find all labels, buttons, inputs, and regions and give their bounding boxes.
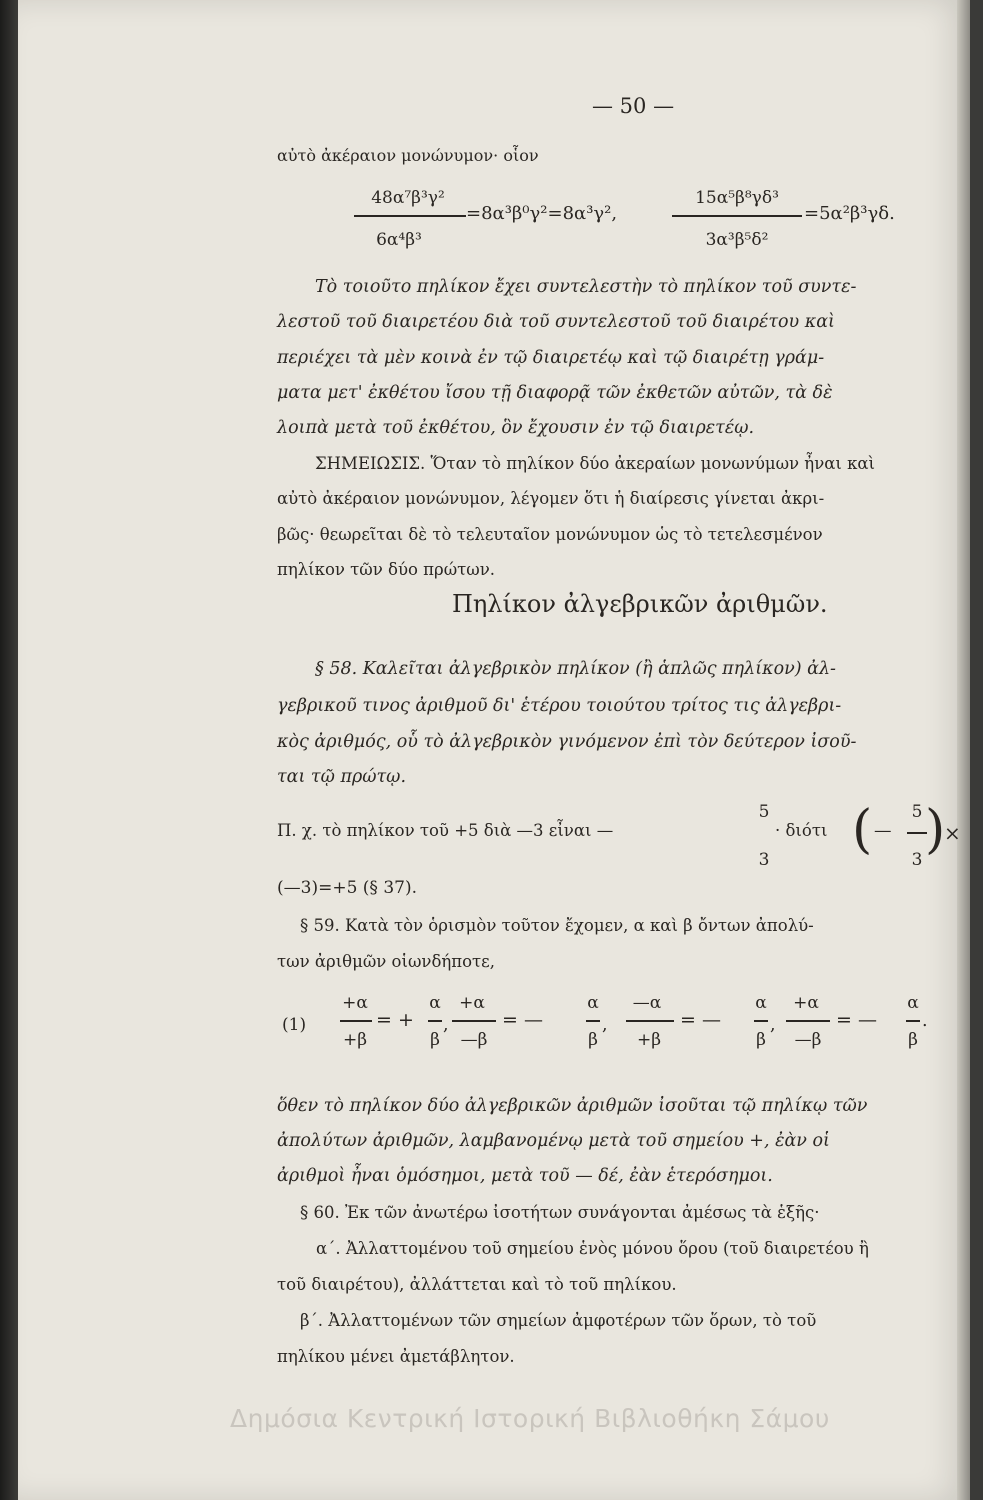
fraction-denominator: 6α⁴β³ xyxy=(376,230,422,250)
text-line: βῶς· θεωρεῖται δὲ τὸ τελευταῖον μονώνυμον ὡς τὸ τετελεσμένον xyxy=(277,525,823,544)
text-line: ΣΗΜΕΙΩΣΙΣ. Ὅταν τὸ πηλίκον δύο ἀκεραίων μονωνύμων ἦναι καὶ xyxy=(315,454,876,473)
text-line: ἀπολύτων ἀριθμῶν, λαμβανομένῳ μετὰ τοῦ σημείου +, ἐὰν οἱ xyxy=(277,1131,830,1151)
fraction-bar xyxy=(786,1020,830,1022)
text-line: πηλίκου μένει ἀμετάβλητον. xyxy=(277,1347,515,1366)
text-line: α΄. Ἀλλαττομένου τοῦ σημείου ἑνὸς μόνου ὅρου (τοῦ διαιρετέου ἢ xyxy=(316,1239,869,1258)
times-sign: × xyxy=(944,821,961,845)
text-line: Π. χ. τὸ πηλίκον τοῦ +5 διὰ —3 εἶναι — xyxy=(277,821,614,840)
fraction-denominator: —β xyxy=(794,1030,822,1050)
text-line: κὸς ἀριθμός, οὗ τὸ ἀλγεβρικὸν γινόμενον ἐπὶ τὸν δεύτερον ἰσοῦ- xyxy=(277,732,857,752)
fraction-denominator: 3 xyxy=(911,850,923,870)
fraction-bar xyxy=(354,215,466,217)
fraction-bar xyxy=(907,832,927,834)
fraction-bar xyxy=(626,1020,674,1022)
fraction-numerator: α xyxy=(587,993,599,1013)
fraction-bar xyxy=(754,1020,768,1022)
section-heading: Πηλίκον ἀλγεβρικῶν ἀριθμῶν. xyxy=(452,590,828,618)
fraction-denominator: β xyxy=(588,1030,598,1050)
fraction-numerator: +α xyxy=(459,993,485,1013)
equation-text: . xyxy=(922,1011,928,1031)
fraction-numerator: 48α⁷β³γ² xyxy=(371,188,445,208)
library-watermark: Δημόσια Κεντρική Ιστορική Βιβλιοθήκη Σάμου xyxy=(230,1404,830,1433)
equation-text: = + xyxy=(376,1009,414,1031)
text-line: λεστοῦ τοῦ διαιρετέου διὰ τοῦ συντελεστοῦ τοῦ διαιρέτου καὶ xyxy=(277,312,835,332)
equation-text: =5α²β³γδ. xyxy=(804,203,895,224)
page-number: — 50 — xyxy=(592,94,675,118)
text-line: ματα μετ' ἐκθέτου ἴσου τῇ διαφορᾷ τῶν ἐκθετῶν αὐτῶν, τὰ δὲ xyxy=(277,383,833,403)
equation-text: , xyxy=(602,1015,608,1035)
fraction-denominator: 3α³β⁵δ² xyxy=(705,230,769,250)
equation-text: = — xyxy=(502,1009,543,1031)
fraction-numerator: α xyxy=(755,993,767,1013)
fraction-denominator: —β xyxy=(460,1030,488,1050)
fraction-denominator: β xyxy=(430,1030,440,1050)
text-line: τοῦ διαιρέτου), ἀλλάττεται καὶ τὸ τοῦ πηλίκου. xyxy=(277,1275,677,1294)
fraction-bar xyxy=(452,1020,496,1022)
fraction-bar xyxy=(672,215,802,217)
fraction-numerator: 5 xyxy=(911,802,923,822)
fraction-numerator: 5 xyxy=(758,802,770,822)
equation-label: (1) xyxy=(282,1015,307,1035)
text-line: · διότι xyxy=(775,821,828,840)
text-line: § 60. Ἐκ τῶν ἀνωτέρω ἰσοτήτων συνάγονται ἀμέσως τὰ ἑξῆς· xyxy=(300,1203,820,1222)
fraction-denominator: +β xyxy=(636,1030,662,1050)
fraction-denominator: β xyxy=(908,1030,918,1050)
fraction-numerator: —α xyxy=(632,993,662,1013)
fraction-bar xyxy=(428,1020,442,1022)
fraction-bar xyxy=(906,1020,920,1022)
equation-text: = — xyxy=(836,1009,877,1031)
text-line: β΄. Ἀλλαττομένων τῶν σημείων ἀμφοτέρων τῶν ὅρων, τὸ τοῦ xyxy=(300,1311,817,1330)
scan-gutter xyxy=(0,0,18,1500)
equation-text: , xyxy=(443,1015,449,1035)
right-parenthesis: ) xyxy=(925,800,946,860)
equation-text: , xyxy=(770,1015,776,1035)
text-line: γεβρικοῦ τινος ἀριθμοῦ δι' ἑτέρου τοιούτου τρίτος τις ἀλγεβρι- xyxy=(277,696,842,716)
text-line: § 59. Κατὰ τὸν ὁρισμὸν τοῦτον ἔχομεν, α καὶ β ὄντων ἀπολύ- xyxy=(300,916,814,935)
text-line: ται τῷ πρώτῳ. xyxy=(277,767,407,787)
text-line: πηλίκον τῶν δύο πρώτων. xyxy=(277,560,496,579)
text-line: λοιπὰ μετὰ τοῦ ἐκθέτου, ὃν ἔχουσιν ἐν τῷ διαιρετέῳ. xyxy=(277,418,755,438)
minus-sign: — xyxy=(874,821,892,841)
text-line: ἀριθμοὶ ἦναι ὁμόσημοι, μετὰ τοῦ — δέ, ἐὰν ἑτερόσημοι. xyxy=(277,1166,773,1186)
text-line: Τὸ τοιοῦτο πηλίκον ἔχει συντελεστὴν τὸ πηλίκον τοῦ συντε- xyxy=(315,277,857,297)
fraction-denominator: β xyxy=(756,1030,766,1050)
fraction-numerator: +α xyxy=(793,993,819,1013)
text-line: § 58. Καλεῖται ἀλγεβρικὸν πηλίκον (ἢ ἁπλῶς πηλίκον) ἀλ- xyxy=(315,659,836,679)
equation-text: = — xyxy=(680,1009,721,1031)
text-line: αὐτὸ ἀκέραιον μονώνυμον· οἷον xyxy=(277,146,539,165)
fraction-numerator: +α xyxy=(342,993,368,1013)
text-line: αὐτὸ ἀκέραιον μονώνυμον, λέγομεν ὅτι ἡ διαίρεσις γίνεται ἀκρι- xyxy=(277,489,825,508)
text-line: των ἀριθμῶν οἱωνδήποτε, xyxy=(277,952,495,971)
fraction-bar xyxy=(340,1020,372,1022)
fraction-numerator: α xyxy=(907,993,919,1013)
equation-text: =8α³β⁰γ²=8α³γ², xyxy=(466,203,618,224)
text-line: ὅθεν τὸ πηλίκον δύο ἀλγεβρικῶν ἀριθμῶν ἰσοῦται τῷ πηλίκῳ τῶν xyxy=(277,1096,868,1116)
fraction-denominator: +β xyxy=(342,1030,368,1050)
fraction-bar xyxy=(586,1020,600,1022)
text-line: (—3)=+5 (§ 37). xyxy=(277,878,417,898)
left-parenthesis: ( xyxy=(852,800,873,860)
text-line: περιέχει τὰ μὲν κοινὰ ἐν τῷ διαιρετέῳ καὶ τῷ διαιρέτῃ γράμ- xyxy=(277,348,825,368)
fraction-denominator: 3 xyxy=(758,850,770,870)
fraction-numerator: 15α⁵β⁸γδ³ xyxy=(695,188,779,208)
fraction-numerator: α xyxy=(429,993,441,1013)
page-edge-shadow xyxy=(957,0,970,1500)
